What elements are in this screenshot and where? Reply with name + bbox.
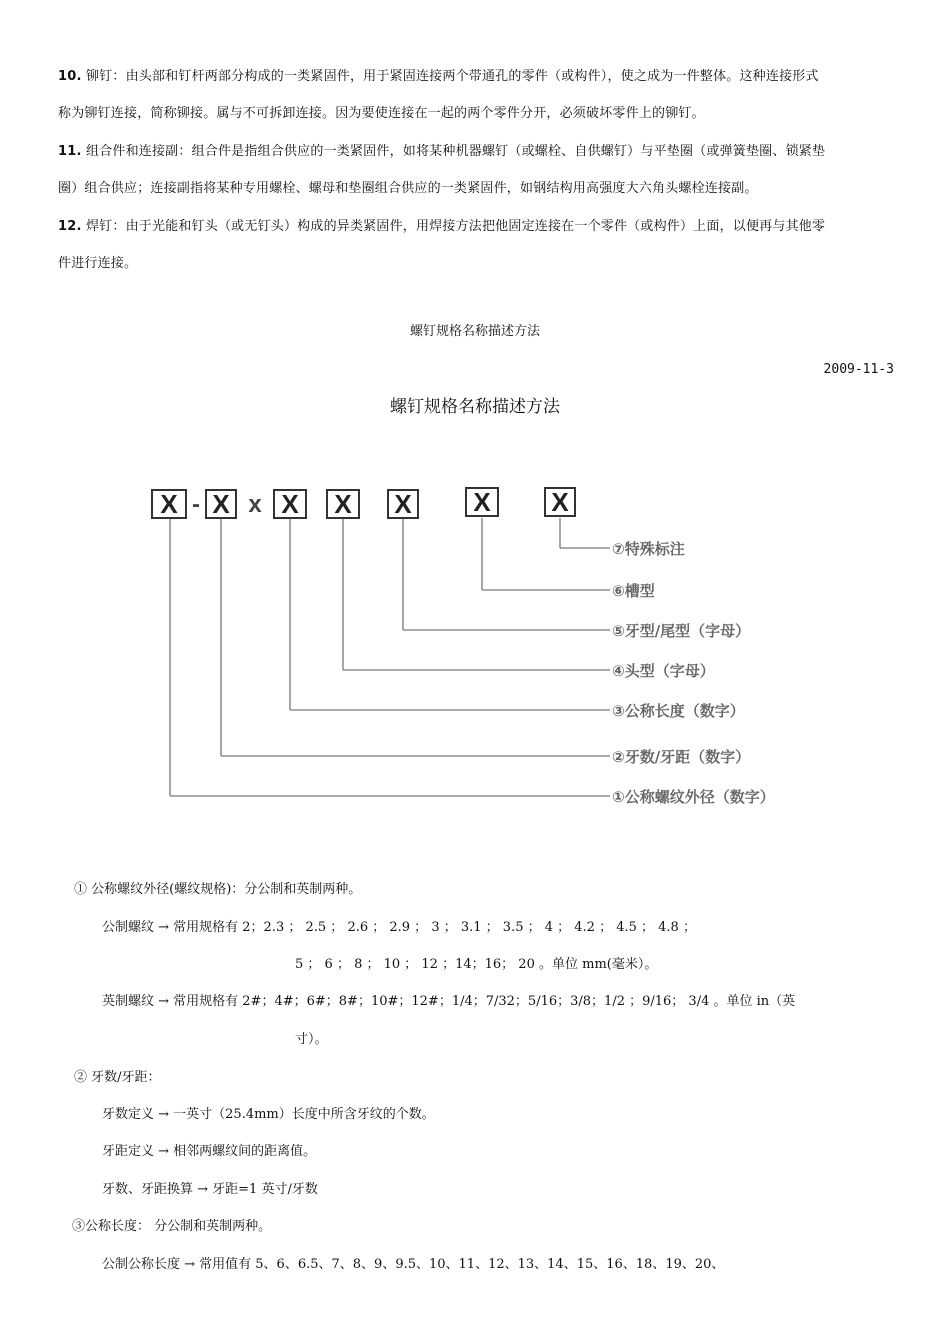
paragraph-text: 焊钉：由于光能和钉头（或无钉头）构成的异类紧固件，用焊接方法把他固定连接在一个零件（或构件）上面，以便再与其他零	[81, 219, 826, 234]
box-symbol-4: X	[334, 489, 352, 519]
screw-spec-diagram	[0, 470, 950, 820]
section1-metric-cont: 5 ； 6 ； 8 ； 10 ； 12 ；14；16； 20 。单位 mm(毫米）。	[295, 957, 658, 972]
small-title: 螺钉规格名称描述方法	[409, 324, 540, 339]
box-symbol-7: X	[551, 487, 569, 517]
section1-imperial-cont: 寸）。	[295, 1032, 328, 1047]
dash-separator: -	[192, 491, 200, 518]
page-title: 螺钉规格名称描述方法	[390, 397, 560, 417]
paragraph-text: 件进行连接。	[58, 256, 138, 271]
label-thread-tail-type: ⑤牙型/尾型（字母）	[612, 622, 751, 640]
section2-def-count: 牙数定义 → 一英寸（25.4mm）长度中所含牙纹的个数。	[102, 1107, 435, 1122]
item-number: 10.	[58, 69, 82, 84]
section3-metric: 公制公称长度 → 常用值有 5、6、6.5、7、8、9、9.5、10、11、12、13、14、15、16、18、19、20、	[102, 1257, 725, 1272]
label-head-type: ④头型（字母）	[612, 662, 715, 680]
box-symbol-5: X	[394, 489, 412, 519]
paragraph-weld-stud	[58, 208, 898, 282]
section1-metric: 公制螺纹 → 常用规格有 2；2.3 ； 2.5 ； 2.6 ； 2.9 ； 3 ； 3.1 ； 3.5 ； 4 ； 4.2 ； 4.5 ； 4.8 ；	[102, 920, 696, 935]
label-thread-pitch: ②牙数/牙距（数字）	[612, 748, 751, 766]
section3-heading: ③公称长度： 分公制和英制两种。	[72, 1219, 272, 1234]
paragraph-rivet	[58, 58, 898, 132]
paragraph-rivet-line1	[58, 58, 898, 95]
date: 2009-11-3	[823, 362, 894, 377]
label-slot-type: ⑥槽型	[612, 582, 655, 600]
paragraph-text: 圈）组合供应；连接副指将某种专用螺栓、螺母和垫圈组合供应的一类紧固件，如钢结构用高强度大六角头螺栓连接副。	[58, 181, 758, 196]
item-number: 11.	[58, 144, 82, 159]
paragraph-text: 铆钉：由头部和钉杆两部分构成的一类紧固件，用于紧固连接两个带通孔的零件（或构件），使之成为一件整体。这种连接形式	[81, 69, 819, 84]
box-symbol-1: X	[160, 489, 178, 519]
paragraph-text: 组合件和连接副：组合件是指组合供应的一类紧固件，如将某种机器螺钉（或螺栓、自供螺钉）与平垫圈（或弹簧垫圈、锁紧垫	[81, 144, 826, 159]
item-number: 12.	[58, 219, 82, 234]
section1-imperial: 英制螺纹 → 常用规格有 2#；4#；6#；8#；10#；12#；1/4；7/32；5/16；3/8；1/2 ；9/16； 3/4 。单位 in（英	[102, 994, 796, 1009]
paragraph-text: 称为铆钉连接，简称铆接。属与不可拆卸连接。因为要使连接在一起的两个零件分开，必须破坏零件上的铆钉。	[58, 106, 705, 121]
section1-heading: ① 公称螺纹外径(螺纹规格)：分公制和英制两种。	[74, 882, 362, 897]
section2-heading: ② 牙数/牙距：	[74, 1070, 161, 1085]
box-symbol-3: X	[281, 489, 299, 519]
section2-def-pitch: 牙距定义 → 相邻两螺纹间的距离值。	[102, 1144, 317, 1159]
times-separator: x	[248, 491, 262, 518]
paragraph-assembly-line1	[58, 133, 898, 170]
paragraph-assembly	[58, 133, 898, 207]
label-special-mark: ⑦特殊标注	[612, 540, 685, 558]
label-nominal-length: ③公称长度（数字）	[612, 702, 745, 720]
box-symbol-6: X	[473, 487, 491, 517]
label-nominal-diameter: ①公称螺纹外径（数字）	[612, 788, 775, 806]
section2-conversion: 牙数、牙距换算 → 牙距=1 英寸/牙数	[102, 1182, 318, 1197]
paragraph-weld-stud-line1	[58, 208, 898, 245]
box-symbol-2: X	[212, 489, 230, 519]
